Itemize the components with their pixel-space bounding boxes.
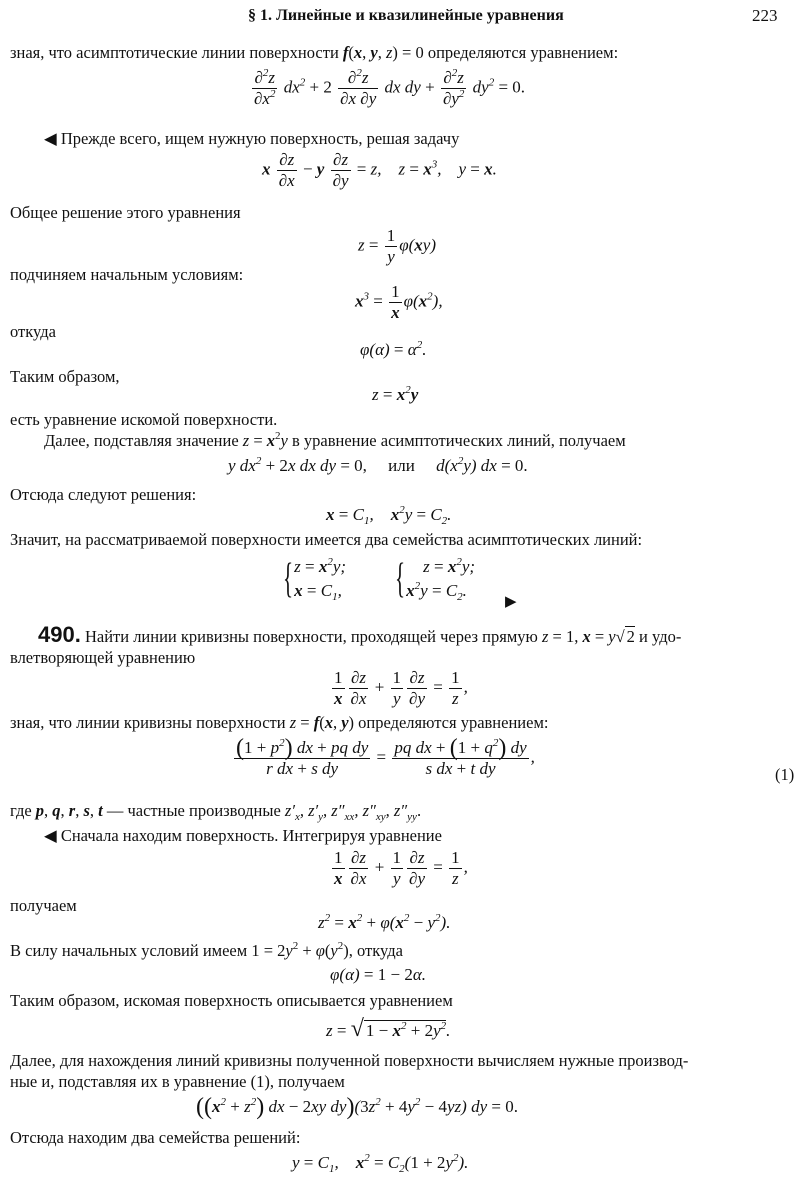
text-line: Отсюда находим два семейства решений: — [10, 1128, 301, 1147]
equation-final-solutions: $y = C_1$, $x^2 = C_2(1 + 2y^2)$. — [292, 1152, 469, 1175]
text-line: В силу начальных условий имеем $1 = 2y^2 + \varphi(y^2)$, откуда — [10, 940, 403, 960]
page-number: 223 — [752, 6, 778, 25]
equation-surface-2: z = √ $1 - x^2 + 2y^2$. — [326, 1016, 451, 1042]
text-span: Найти линии кривизны поверхности, проходящей через прямую — [84, 627, 538, 646]
text-line: Значит, на рассматриваемой поверхности имеется два семейства асимптотических линий: — [10, 530, 643, 549]
equation-curvature: $\frac{(1 + p^2) dx + pq dy}{\text{r dx + s dy}}$ = $\frac{pq dx + (1 + q^2) dy}{\text{s dx + t dy}}$ , — [236, 735, 535, 778]
text-line: зная, что линии кривизны поверхности z = f(x, y) определяются уравнением: — [10, 713, 549, 732]
equation-problem-pde-2: $\frac{1}{x}$ $\frac{\partial z}{\partial x}$ + $\frac{1}{y}$ $\frac{\partial z}{\partial y}$ = $\frac{1}{z}$ , — [334, 848, 468, 888]
text-span: и удо- — [639, 627, 682, 646]
equation-general-2: $z^2 = x^2 + \varphi(x^2 - y^2)$. — [318, 912, 451, 932]
text-span: определяются уравнением: — [358, 713, 549, 732]
problem-number: 490. — [38, 622, 81, 647]
equation-system-1: {$z = x^2y$; $x = C_1$, — [283, 556, 347, 603]
equation-substituted: y $dx^2 + 2x$ dx dy = 0, или $d(x^2y)$ dx = 0. — [228, 455, 528, 475]
equation-surface: $z = x^2y$ — [372, 384, 419, 404]
text-line: Таким образом, искомая поверхность описывается уравнением — [10, 991, 453, 1010]
section-header: § 1. Линейные и квазилинейные уравнения — [248, 7, 564, 24]
equation-number: (1) — [775, 765, 795, 784]
text-line: зная, что асимптотические линии поверхности f(x, y, z) = 0 определяются уравнением: — [10, 43, 619, 62]
text-line: влетворяющей уравнению — [10, 648, 196, 667]
text-span: В силу начальных условий имеем — [10, 941, 248, 960]
text-span: в уравнение асимптотических линий, получаем — [291, 431, 626, 450]
equation-problem-pde: $\frac{1}{x}$ $\frac{\partial z}{\partial x}$ + $\frac{1}{y}$ $\frac{\partial z}{\partial y}$ = $\frac{1}{z}$ , — [334, 668, 468, 708]
problem-line: 490. Найти линии кривизны поверхности, проходящей через прямую z = 1, x = y√ 2 и удо- — [38, 622, 682, 647]
text-span: где — [10, 801, 32, 820]
equation-general-solution: z = $\frac{1}{y}$ φ(xy) — [358, 226, 437, 266]
text-line: есть уравнение искомой поверхности. — [10, 410, 278, 429]
text-line: ◀ Сначала находим поверхность. Интегрируя уравнение — [44, 826, 442, 845]
text-span: Далее, подставляя значение — [44, 431, 239, 450]
text-line: Таким образом, — [10, 367, 120, 386]
equation-curvature-result: ($(x^2 + z^2)$ dx − 2xy $dy)(3z^2 + 4y^2 - 4yz)$ dy = 0. — [196, 1094, 518, 1120]
equation-phi: $\varphi(\alpha) = \alpha^2$. — [360, 339, 427, 359]
text-span: или — [388, 456, 415, 475]
text-line: подчиняем начальным условиям: — [10, 265, 244, 284]
text-span: определяются уравнением: — [427, 43, 619, 62]
text-line: Общее решение этого уравнения — [10, 203, 241, 222]
equation-phi-2: φ(α) = 1 − 2α. — [330, 965, 427, 984]
text-line: ◀ Прежде всего, ищем нужную поверхность, решая задачу — [44, 129, 460, 148]
text-span: — частные производные — [106, 801, 281, 820]
equation-asymptotic: $\frac{\partial^2z}{\partial x^2}$ $dx^2 + 2$ $\frac{\partial^2z}{\partial x \partial y}$ dx dy + $\frac{\partial^2z}{\partial y^2}$ $dy^2 = 0$. — [254, 67, 526, 108]
text-span: откуда — [357, 941, 403, 960]
text-line: где p, q, r, s, t — частные производные $z'_x$, $z'_y$, $z''_{xx}$, $z''_{xy}$, $z''_{yy}$. — [10, 801, 422, 823]
equation-initial: $x^3$ = $\frac{1}{x}$ $\varphi(x^2)$, — [355, 282, 443, 322]
equation-pde: x $\frac{\partial z}{\partial x}$ − y $\frac{\partial z}{\partial y}$ = z, $z = x^3$, y = x. — [262, 150, 497, 190]
text-span: зная, что асимптотические линии поверхности — [10, 43, 339, 62]
text-line: откуда — [10, 322, 56, 341]
end-marker: ▶ — [505, 594, 517, 610]
text-line: Далее, для нахождения линий кривизны полученной поверхности вычисляем нужные производ- — [10, 1051, 689, 1070]
text-line: Отсюда следуют решения: — [10, 485, 197, 504]
equation-solutions: $x = C_1$, $x^2y = C_2$. — [326, 504, 452, 527]
text-line: Далее, подставляя значение $z = x^2y$ в уравнение асимптотических линий, получаем — [44, 430, 626, 450]
text-line: получаем — [10, 896, 77, 915]
text-line: ные и, подставляя их в уравнение (1), получаем — [10, 1072, 345, 1091]
text-span: зная, что линии кривизны поверхности — [10, 713, 286, 732]
equation-system-2: { $z = x^2y$; $x^2y = C_2$. — [395, 556, 476, 603]
